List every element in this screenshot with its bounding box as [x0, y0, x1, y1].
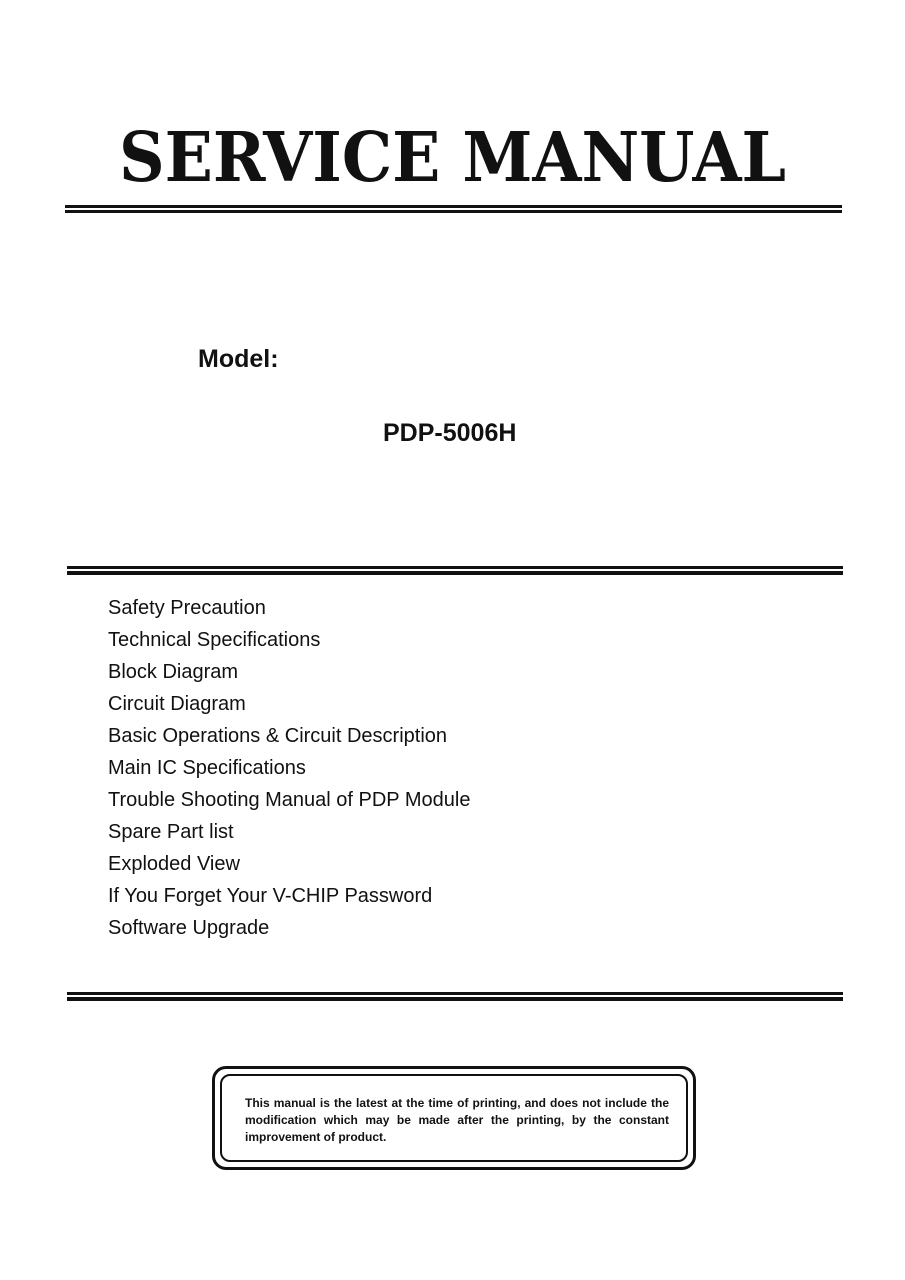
contents-bottom-divider	[67, 992, 843, 1001]
contents-item-safety-precaution: Safety Precaution	[108, 597, 266, 619]
contents-item-basic-operations: Basic Operations & Circuit Description	[108, 725, 448, 747]
document-title: SERVICE MANUAL	[119, 118, 786, 198]
contents-list	[108, 592, 470, 944]
contents-item-block-diagram: Block Diagram	[108, 661, 239, 683]
contents-item-exploded-view: Exploded View	[108, 853, 240, 875]
contents-item-software-upgrade: Software Upgrade	[108, 917, 270, 939]
contents-item-main-ic-specifications: Main IC Specifications	[108, 757, 306, 779]
model-number: PDP-5006H	[383, 419, 517, 447]
notice-text: This manual is the latest at the time of printing, and does not include the modification which may be made after the printing, by the constant improvement of product.	[245, 1096, 669, 1144]
contents-top-divider	[67, 566, 843, 575]
notice-box	[212, 1066, 696, 1170]
contents-item-circuit-diagram: Circuit Diagram	[108, 693, 246, 715]
contents-item-spare-part-list: Spare Part list	[108, 821, 234, 843]
title-divider	[65, 205, 842, 213]
contents-item-v-chip-password: If You Forget Your V-CHIP Password	[108, 885, 433, 907]
contents-item-technical-specifications: Technical Specifications	[108, 629, 321, 651]
model-label: Model:	[198, 345, 279, 373]
contents-item-trouble-shooting: Trouble Shooting Manual of PDP Module	[108, 789, 471, 811]
